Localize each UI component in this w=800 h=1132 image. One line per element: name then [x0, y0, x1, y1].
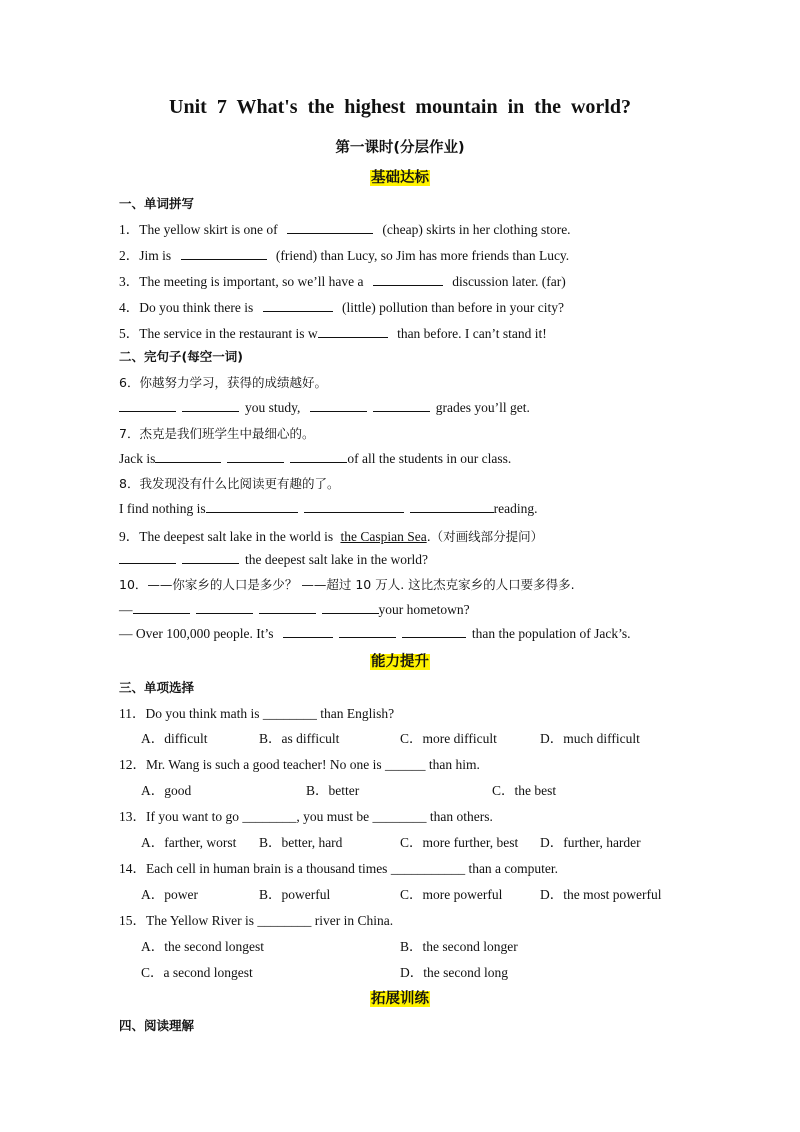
answer-blank[interactable]: [283, 625, 333, 638]
option-13-d[interactable]: D．further, harder: [540, 835, 641, 850]
question-15: 15．The Yellow River is ________ river in China.: [119, 913, 394, 928]
question-5: 5．The service in the restaurant is w than before. I can’t stand it!: [119, 326, 547, 341]
option-14-d[interactable]: D．the most powerful: [540, 887, 662, 902]
option-14-c[interactable]: C．more powerful: [400, 887, 503, 902]
question-9-answer: the deepest salt lake in the world?: [119, 551, 428, 568]
question-8-chinese: 8．我发现没有什么比阅读更有趣的了。: [119, 476, 340, 491]
question-1: 1．The yellow skirt is one of (cheap) skirts in her clothing store.: [119, 222, 571, 237]
section-heading-3: 三、单项选择: [119, 680, 195, 695]
answer-blank[interactable]: [373, 399, 430, 412]
section-heading-4: 四、阅读理解: [119, 1018, 195, 1033]
band-ability: 能力提升: [371, 654, 429, 670]
answer-blank[interactable]: [263, 299, 333, 312]
question-9: 9．The deepest salt lake in the world is the Caspian Sea.（对画线部分提问）: [119, 529, 544, 544]
section-heading-1: 一、单词拼写: [119, 196, 195, 211]
answer-blank[interactable]: [227, 450, 284, 463]
question-10-chinese: 10．——你家乡的人口是多少？ ——超过 10 万人. 这比杰克家乡的人口要多得多.: [119, 577, 575, 592]
option-11-a[interactable]: A．difficult: [141, 731, 208, 746]
option-11-d[interactable]: D．much difficult: [540, 731, 640, 746]
page-subtitle: 第一课时(分层作业): [335, 140, 465, 156]
option-12-b[interactable]: B．better: [306, 783, 360, 798]
page-title: Unit 7 What's the highest mountain in the world?: [169, 96, 631, 118]
answer-blank[interactable]: [119, 399, 176, 412]
answer-blank[interactable]: [259, 601, 316, 614]
option-11-b[interactable]: B．as difficult: [259, 731, 340, 746]
answer-blank[interactable]: [287, 221, 373, 234]
question-8: I find nothing is reading.: [119, 501, 538, 516]
question-10-line2: — Over 100,000 people. It’s than the population of Jack’s.: [119, 626, 631, 641]
answer-blank[interactable]: [196, 601, 253, 614]
option-11-c[interactable]: C．more difficult: [400, 731, 497, 746]
option-12-a[interactable]: A．good: [141, 783, 192, 798]
question-7-chinese: 7．杰克是我们班学生中最细心的。: [119, 426, 315, 441]
answer-blank[interactable]: [402, 625, 466, 638]
answer-blank[interactable]: [290, 450, 347, 463]
question-7: Jack is of all the students in our class.: [119, 451, 512, 466]
question-6: you study, grades you’ll get.: [119, 399, 530, 416]
option-13-b[interactable]: B．better, hard: [259, 835, 343, 850]
question-14: 14．Each cell in human brain is a thousand times ___________ than a computer.: [119, 861, 559, 876]
option-15-a[interactable]: A．the second longest: [141, 939, 264, 954]
answer-blank[interactable]: [322, 601, 379, 614]
question-4: 4．Do you think there is (little) pollution than before in your city?: [119, 300, 564, 315]
band-basic: 基础达标: [371, 170, 429, 186]
option-13-a[interactable]: A．farther, worst: [141, 835, 237, 850]
option-15-c[interactable]: C．a second longest: [141, 965, 253, 980]
answer-blank[interactable]: [181, 247, 267, 260]
question-3: 3．The meeting is important, so we’ll have a discussion later. (far): [119, 274, 566, 289]
question-11: 11．Do you think math is ________ than English?: [119, 706, 395, 721]
answer-blank[interactable]: [373, 273, 443, 286]
band-extension: 拓展训练: [371, 991, 429, 1007]
option-15-b[interactable]: B．the second longer: [400, 939, 518, 954]
option-12-c[interactable]: C．the best: [492, 783, 557, 798]
answer-blank[interactable]: [119, 551, 176, 564]
option-14-b[interactable]: B．powerful: [259, 887, 331, 902]
question-12: 12．Mr. Wang is such a good teacher! No one is ______ than him.: [119, 757, 480, 772]
question-6-chinese: 6．你越努力学习，获得的成绩越好。: [119, 375, 327, 390]
answer-blank[interactable]: [310, 399, 367, 412]
question-2: 2．Jim is (friend) than Lucy, so Jim has more friends than Lucy.: [119, 248, 570, 263]
underlined-phrase: the Caspian Sea: [340, 529, 427, 544]
option-13-c[interactable]: C．more further, best: [400, 835, 519, 850]
answer-blank[interactable]: [206, 500, 298, 513]
answer-blank[interactable]: [304, 500, 404, 513]
answer-blank[interactable]: [155, 450, 221, 463]
option-15-d[interactable]: D．the second long: [400, 965, 508, 980]
answer-blank[interactable]: [339, 625, 396, 638]
option-14-a[interactable]: A．power: [141, 887, 198, 902]
answer-blank[interactable]: [410, 500, 494, 513]
answer-blank[interactable]: [318, 325, 388, 338]
section-heading-2: 二、完句子(每空一词): [119, 349, 243, 364]
question-10-line1: — your hometown?: [119, 602, 470, 617]
answer-blank[interactable]: [133, 601, 190, 614]
answer-blank[interactable]: [182, 399, 239, 412]
question-13: 13．If you want to go ________, you must be ________ than others.: [119, 809, 493, 824]
answer-blank[interactable]: [182, 551, 239, 564]
